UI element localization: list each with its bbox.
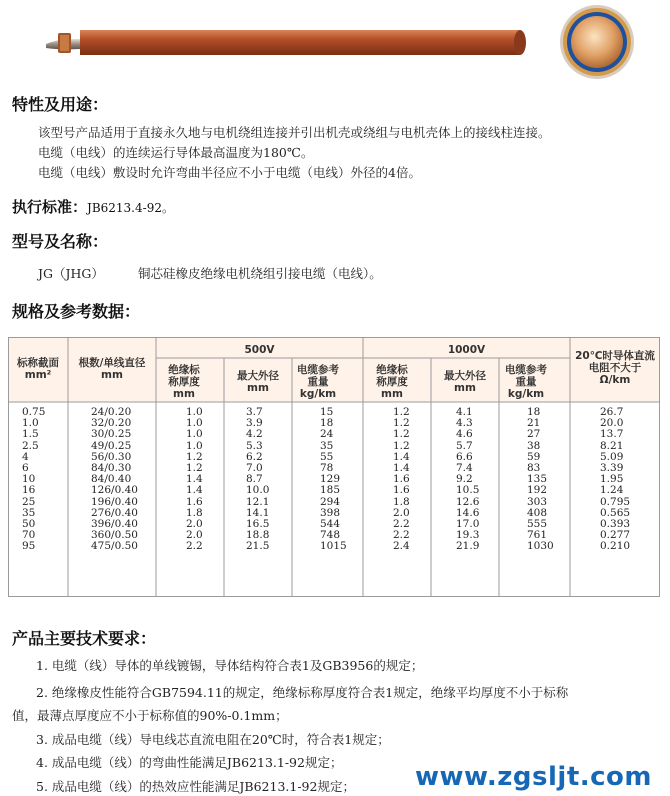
table-cell: 27 [527, 428, 541, 441]
table-cell: 2.4 [393, 540, 410, 553]
requirement-item-4: 4. 成品电缆（线）的弯曲性能满足JB6213.1-92规定； [36, 755, 343, 770]
table-cell: 1.0 [186, 428, 203, 441]
table-cell: 13.7 [600, 428, 624, 441]
column-resistance [600, 407, 630, 553]
table-cell: 9.2 [456, 473, 473, 486]
table-cell: 70 [22, 529, 36, 542]
model-code: JG（JHG） [38, 266, 104, 281]
table-cell: 2.2 [393, 529, 410, 542]
table-cell: 4 [22, 450, 29, 463]
table-cell: 135 [527, 473, 548, 486]
table-cell: 49/0.25 [91, 439, 132, 452]
header-od-1000: 最大外径 mm [444, 370, 486, 394]
table-cell: 761 [527, 529, 548, 542]
table-cell: 2.0 [186, 518, 203, 531]
table-cell: 16.5 [246, 518, 270, 531]
table-cell: 126/0.40 [91, 484, 138, 497]
table-cell: 196/0.40 [91, 495, 138, 508]
table-cell: 4.2 [246, 428, 263, 441]
table-cell: 1.95 [600, 473, 624, 486]
table-cell: 555 [527, 518, 548, 531]
table-cell: 2.5 [22, 439, 39, 452]
table-cell: 185 [320, 484, 341, 497]
table-cell: 56/0.30 [91, 450, 132, 463]
table-cell: 32/0.20 [91, 417, 132, 430]
table-cell: 1.2 [186, 450, 203, 463]
table-cell: 0.795 [600, 495, 631, 508]
features-line-3: 电缆（电线）敷设时允许弯曲半径应不小于电缆（电线）外径的4倍。 [38, 165, 421, 180]
table-cell: 1.0 [22, 417, 39, 430]
standard-heading [12, 196, 174, 217]
table-cell: 5.09 [600, 450, 624, 463]
table-cell: 748 [320, 529, 341, 542]
standard-label: 执行标准： [12, 198, 88, 216]
table-cell: 1.0 [186, 406, 203, 418]
standard-value: JB6213.4-92。 [87, 201, 174, 215]
header-weight-500: 电缆参考重量 kg/km [297, 364, 339, 400]
table-cell: 59 [527, 450, 541, 463]
table-cell: 35 [22, 506, 36, 519]
features-line-2: 电缆（电线）的连续运行导体最高温度为180℃。 [38, 145, 314, 160]
column-insul-1000 [393, 407, 410, 553]
table-cell: 192 [527, 484, 548, 497]
table-cell: 12.6 [456, 495, 480, 508]
table-cell: 5.7 [456, 439, 473, 452]
table-cell: 4.3 [456, 417, 473, 430]
model-heading: 型号及名称： [12, 232, 109, 251]
requirement-item-2: 2. 绝缘橡皮性能符合GB7594.11的规定，绝缘标称厚度符合表1规定，绝缘平均厚度不小于标称 [36, 685, 569, 700]
table-cell: 8.7 [246, 473, 263, 486]
table-cell: 84/0.30 [91, 462, 132, 475]
table-cell: 15 [320, 406, 334, 418]
table-cell: 0.565 [600, 506, 631, 519]
column-insul-500 [186, 407, 203, 553]
table-cell: 4.6 [456, 428, 473, 441]
requirement-item-5: 5. 成品电缆（线）的热效应性能满足JB6213.1-92规定； [36, 779, 355, 794]
table-cell: 83 [527, 462, 541, 475]
table-cell: 18 [527, 406, 541, 418]
table-cell: 1.2 [393, 439, 410, 452]
table-cell: 0.210 [600, 540, 631, 553]
requirement-item-1: 1. 电缆（线）导体的单线镀锡，导体结构符合表1及GB3956的规定； [36, 658, 424, 673]
table-cell: 0.277 [600, 529, 631, 542]
table-cell: 14.1 [246, 506, 270, 519]
table-cell: 35 [320, 439, 334, 452]
header-resistance: 20℃时导体直流电阻不大于 Ω/km [575, 350, 655, 386]
table-cell: 19.3 [456, 529, 480, 542]
table-cell: 1.0 [186, 417, 203, 430]
column-weight-500 [320, 407, 347, 553]
table-cell: 25 [22, 495, 36, 508]
table-cell: 84/0.40 [91, 473, 132, 486]
features-heading: 特性及用途： [12, 95, 109, 114]
table-cell: 303 [527, 495, 548, 508]
table-cell: 0.75 [22, 406, 46, 418]
table-cell: 6 [22, 462, 29, 475]
table-cell: 2.2 [393, 518, 410, 531]
table-cell: 55 [320, 450, 334, 463]
table-cell: 1.0 [186, 439, 203, 452]
table-cell: 18 [320, 417, 334, 430]
table-cell: 1.6 [393, 473, 410, 486]
header-weight-1000: 电缆参考重量 kg/km [505, 364, 547, 400]
table-cell: 1.4 [393, 462, 410, 475]
table-cell: 2.0 [186, 529, 203, 542]
website-url[interactable]: www.zgsljt.com [415, 762, 652, 792]
column-od-1000 [456, 407, 479, 553]
table-cell: 1.6 [186, 495, 203, 508]
table-cell: 14.6 [456, 506, 480, 519]
table-cell: 21.9 [456, 540, 480, 553]
table-cell: 1.6 [393, 484, 410, 497]
requirement-item-2-cont: 值，最薄点厚度应不小于标称值的90%-0.1mm； [12, 708, 288, 723]
table-cell: 1.4 [186, 484, 203, 497]
table-cell: 26.7 [600, 406, 624, 418]
table-cell: 3.7 [246, 406, 263, 418]
cable-product-image [0, 0, 670, 85]
header-group-500v: 500V [244, 344, 275, 356]
table-cell: 1.2 [393, 428, 410, 441]
table-cell: 21.5 [246, 540, 270, 553]
table-cell: 30/0.25 [91, 428, 132, 441]
table-cell: 3.9 [246, 417, 263, 430]
header-insul-500: 绝缘标称厚度 mm [168, 364, 200, 400]
table-cell: 21 [527, 417, 541, 430]
table-cell: 1.4 [186, 473, 203, 486]
column-weight-1000 [527, 407, 554, 553]
features-line-1: 该型号产品适用于直接永久地与电机绕组连接并引出机壳或绕组与电机壳体上的接线柱连接。 [38, 125, 551, 140]
table-cell: 475/0.50 [91, 540, 138, 553]
table-cell: 10.5 [456, 484, 480, 497]
table-cell: 7.4 [456, 462, 473, 475]
column-section [22, 407, 45, 553]
table-cell: 6.6 [456, 450, 473, 463]
table-cell: 1.8 [186, 506, 203, 519]
table-cell: 24 [320, 428, 334, 441]
table-cell: 2.2 [186, 540, 203, 553]
header-od-500: 最大外径 mm [237, 370, 279, 394]
table-cell: 78 [320, 462, 334, 475]
table-cell: 1.2 [393, 417, 410, 430]
header-insul-1000: 绝缘标称厚度 mm [376, 364, 408, 400]
table-cell: 276/0.40 [91, 506, 138, 519]
table-cell: 396/0.40 [91, 518, 138, 531]
table-cell: 1.24 [600, 484, 624, 497]
header-group-1000v: 1000V [447, 344, 486, 356]
table-cell: 12.1 [246, 495, 270, 508]
column-od-500 [246, 407, 269, 553]
spec-heading: 规格及参考数据： [12, 302, 141, 321]
table-cell: 129 [320, 473, 341, 486]
header-strands: 根数/单线直径 mm [78, 357, 146, 381]
table-cell: 18.8 [246, 529, 270, 542]
table-cell: 294 [320, 495, 341, 508]
table-cell: 17.0 [456, 518, 480, 531]
table-cell: 38 [527, 439, 541, 452]
table-cell: 1.2 [393, 406, 410, 418]
table-cell: 95 [22, 540, 36, 553]
table-cell: 7.0 [246, 462, 263, 475]
table-cell: 1.4 [393, 450, 410, 463]
table-cell: 20.0 [600, 417, 624, 430]
table-cell: 1030 [527, 540, 554, 553]
column-strands [91, 407, 138, 553]
table-cell: 8.21 [600, 439, 624, 452]
table-cell: 360/0.50 [91, 529, 138, 542]
table-cell: 1.2 [186, 462, 203, 475]
table-cell: 2.0 [393, 506, 410, 519]
table-cell: 3.39 [600, 462, 624, 475]
table-cell: 1.5 [22, 428, 39, 441]
requirement-item-3: 3. 成品电缆（线）导电线芯直流电阻在20℃时，符合表1规定； [36, 732, 390, 747]
table-cell: 398 [320, 506, 341, 519]
table-cell: 1.8 [393, 495, 410, 508]
table-cell: 16 [22, 484, 36, 497]
table-cell: 544 [320, 518, 341, 531]
table-cell: 5.3 [246, 439, 263, 452]
model-name: 铜芯硅橡皮绝缘电机绕组引接电缆（电线）。 [138, 266, 382, 281]
table-cell: 10 [22, 473, 36, 486]
table-cell: 50 [22, 518, 36, 531]
table-cell: 408 [527, 506, 548, 519]
table-cell: 0.393 [600, 518, 631, 531]
table-cell: 10.0 [246, 484, 270, 497]
table-cell: 24/0.20 [91, 406, 132, 418]
header-section: 标称截面 mm² [17, 357, 59, 381]
table-cell: 6.2 [246, 450, 263, 463]
table-cell: 4.1 [456, 406, 473, 418]
requirements-heading: 产品主要技术要求： [12, 629, 157, 648]
table-cell: 1015 [320, 540, 347, 553]
